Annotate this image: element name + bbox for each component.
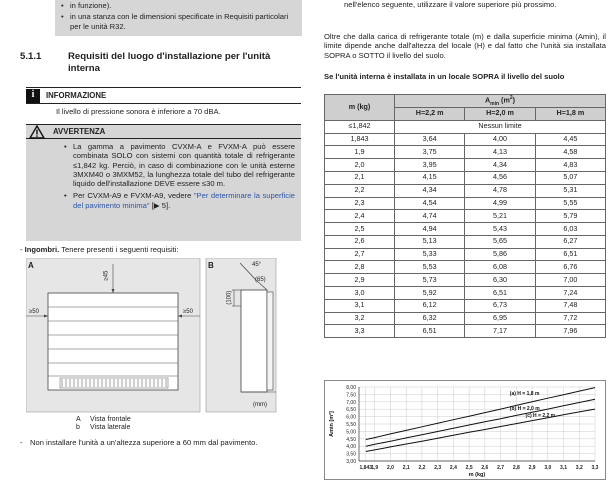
table-cell: 6,30 xyxy=(465,274,535,287)
table-cell: 6,73 xyxy=(465,299,535,312)
table-cell: 5,21 xyxy=(465,210,535,223)
figure-label-b: B xyxy=(208,261,214,270)
table-cell: 5,65 xyxy=(465,235,535,248)
table-cell: 6,12 xyxy=(395,299,465,312)
table-cell: 6,51 xyxy=(465,287,535,300)
table-row xyxy=(325,159,606,172)
table-cell: 4,56 xyxy=(465,171,535,184)
table-row xyxy=(325,261,606,274)
top-box-line1: • in funzione). xyxy=(61,1,112,10)
y-tick-label: 6,00 xyxy=(346,414,356,421)
bottom-note: - Non installare l'unità a un'altezza superiore a 60 mm dal pavimento. xyxy=(20,438,258,447)
table-cell: 4,34 xyxy=(395,184,465,197)
table-row xyxy=(325,184,606,197)
table-cell: 2,0 xyxy=(325,159,395,172)
dim-top: ≥45 xyxy=(103,270,110,281)
table-cell: 5,55 xyxy=(535,197,605,210)
x-tick-label: 2,9 xyxy=(528,465,536,471)
warning-heading: AVVERTENZA xyxy=(53,126,106,136)
y-tick-label: 5,50 xyxy=(346,422,356,428)
dim-unit: (mm) xyxy=(253,402,267,408)
warning-box xyxy=(26,124,301,241)
table-cell: 4,13 xyxy=(465,146,535,159)
right-top-text: nell'elenco seguente, utilizzare il valore superiore più prossimo. xyxy=(344,0,557,9)
top-box-line2: • in una stanza con le dimensioni specificate in Requisiti particolari per le unità R32. xyxy=(61,12,289,31)
table-cell: 2,4 xyxy=(325,210,395,223)
table-cell: 5,33 xyxy=(395,248,465,261)
table-cell: 5,73 xyxy=(395,274,465,287)
section-number: 5.1.1 xyxy=(20,51,42,62)
table-cell: 5,43 xyxy=(465,223,535,236)
y-tick-label: 8,00 xyxy=(346,385,356,391)
y-tick-label: 6,50 xyxy=(346,407,356,414)
y-tick-label: 4,00 xyxy=(346,444,356,451)
x-tick-label: 1,843 xyxy=(359,465,373,471)
dim-left: ≥50 xyxy=(29,309,39,315)
installation-figure xyxy=(26,258,301,413)
table-cell: 2,2 xyxy=(325,184,395,197)
table-row xyxy=(325,133,606,146)
figure-caption xyxy=(76,416,131,432)
table-cell: 6,32 xyxy=(395,312,465,325)
table-cell: 4,83 xyxy=(535,159,605,172)
y-tick-label: 7,00 xyxy=(346,399,356,406)
right-paragraph: Oltre che dalla carica di refrigerante totale (m) e dalla superficie minima (Amin), il limite dipende anche dall'altezza del locale (H) e dal fatto che l'unità sia installata SOPRA o SOTTO il livello del suolo. xyxy=(324,32,606,60)
dim-100: (100) xyxy=(226,290,233,305)
table-cell: 3,2 xyxy=(325,312,395,325)
table-row xyxy=(325,120,606,133)
table-cell: 2,5 xyxy=(325,223,395,236)
caption-a: A Vista frontale xyxy=(76,416,131,423)
series-label: (b) H = 2,0 m xyxy=(509,406,540,413)
y-tick-label: 4,50 xyxy=(346,436,356,443)
x-tick-label: 2,4 xyxy=(449,465,457,471)
x-tick-label: 2,8 xyxy=(512,465,520,471)
amin-table xyxy=(324,94,606,338)
info-note xyxy=(26,87,301,116)
th-h18: H=1,8 m xyxy=(535,107,605,120)
table-row xyxy=(325,197,606,210)
table-cell: 5,86 xyxy=(465,248,535,261)
section-heading xyxy=(20,51,300,74)
series-label: (c) H = 2,2 m xyxy=(525,412,556,419)
table-cell: 3,0 xyxy=(325,287,395,300)
table-cell: 1,9 xyxy=(325,146,395,159)
table-row xyxy=(325,274,606,287)
table-cell: 7,72 xyxy=(535,312,605,325)
table-cell: 2,7 xyxy=(325,248,395,261)
table-cell: 5,31 xyxy=(535,184,605,197)
table-row xyxy=(325,171,606,184)
table-cell: 2,6 xyxy=(325,235,395,248)
series-label: (a) H = 1,8 m xyxy=(509,391,540,398)
table-cell: 4,99 xyxy=(465,197,535,210)
table-cell: 3,75 xyxy=(395,146,465,159)
table-row xyxy=(325,223,606,236)
table-cell: 4,74 xyxy=(395,210,465,223)
series-line xyxy=(366,388,595,440)
table-cell: 7,00 xyxy=(535,274,605,287)
y-tick-label: 3,50 xyxy=(346,451,356,458)
table-cell: 4,94 xyxy=(395,223,465,236)
x-tick-label: 2,7 xyxy=(497,465,505,471)
series-line xyxy=(366,399,595,446)
amin-chart xyxy=(324,380,606,480)
table-cell: 6,51 xyxy=(535,248,605,261)
x-tick-label: 2,2 xyxy=(418,465,426,471)
chart-svg xyxy=(325,381,605,479)
table-title: Se l'unità interna è installata in un locale SOPRA il livello del suolo xyxy=(324,72,565,81)
table-row xyxy=(325,146,606,159)
x-tick-label: 2,1 xyxy=(402,465,410,471)
table-cell: 3,64 xyxy=(395,133,465,146)
table-cell: 7,48 xyxy=(535,299,605,312)
x-tick-label: 3,2 xyxy=(575,465,583,471)
y-tick-label: 3,00 xyxy=(346,459,356,465)
min-floor-area-link[interactable]: "Per determinare la superficie del pavimento minima" xyxy=(73,191,295,210)
dim-right: ≥50 xyxy=(183,309,193,315)
table-cell: 4,15 xyxy=(395,171,465,184)
table-row xyxy=(325,210,606,223)
x-tick-label: 3,3 xyxy=(591,465,599,471)
top-grey-box xyxy=(55,0,302,36)
table-cell: 5,07 xyxy=(535,171,605,184)
table-cell: 2,8 xyxy=(325,261,395,274)
table-cell: 5,79 xyxy=(535,210,605,223)
table-cell: 6,76 xyxy=(535,261,605,274)
table-cell: 2,1 xyxy=(325,171,395,184)
table-row xyxy=(325,248,606,261)
table-cell: Nessun limite xyxy=(395,120,606,133)
table-row xyxy=(325,312,606,325)
th-m: m (kg) xyxy=(325,95,395,121)
figure-label-a: A xyxy=(28,261,34,270)
info-text: Il livello di pressione sonora è inferiore a 70 dBA. xyxy=(56,107,221,116)
table-row xyxy=(325,325,606,338)
dim-65: (65) xyxy=(255,277,266,283)
x-tick-label: 2,6 xyxy=(481,465,489,471)
table-row xyxy=(325,287,606,300)
table-cell: 4,78 xyxy=(465,184,535,197)
y-tick-label: 5,00 xyxy=(346,429,356,436)
table-cell: 2,3 xyxy=(325,197,395,210)
ingombri-line: - Ingombri. Tenere presenti i seguenti requisiti: xyxy=(20,245,179,254)
caption-b: b Vista laterale xyxy=(76,424,131,432)
table-cell: 3,1 xyxy=(325,299,395,312)
x-tick-label: 2,0 xyxy=(386,465,394,471)
y-axis-label: Amin [m²] xyxy=(329,411,335,437)
th-h20: H=2,0 m xyxy=(465,107,535,120)
table-cell: 7,96 xyxy=(535,325,605,338)
table-cell: 6,08 xyxy=(465,261,535,274)
x-tick-label: 2,5 xyxy=(465,465,473,471)
info-icon: i xyxy=(26,89,40,103)
x-tick-label: 3,1 xyxy=(560,465,568,471)
x-tick-label: 1,9 xyxy=(371,465,379,471)
table-cell: 6,03 xyxy=(535,223,605,236)
dim-angle: 45° xyxy=(252,262,262,268)
table-cell: 4,34 xyxy=(465,159,535,172)
series-line xyxy=(366,409,595,451)
th-amin: $A_{min}$ $(m^2)$ xyxy=(395,95,606,108)
info-heading: INFORMAZIONE xyxy=(46,90,107,100)
table-row xyxy=(325,235,606,248)
table-cell: 7,24 xyxy=(535,287,605,300)
y-tick-label: 7,50 xyxy=(346,392,356,399)
table-cell: 6,95 xyxy=(465,312,535,325)
table-cell: 4,45 xyxy=(535,133,605,146)
table-cell: 5,13 xyxy=(395,235,465,248)
th-h22: H=2,2 m xyxy=(395,107,465,120)
table-cell: 6,27 xyxy=(535,235,605,248)
table-cell: 4,54 xyxy=(395,197,465,210)
table-cell: 7,17 xyxy=(465,325,535,338)
section-title: Requisiti del luogo d'installazione per l'unità interna xyxy=(68,51,271,74)
table-cell: 5,53 xyxy=(395,261,465,274)
x-tick-label: 2,3 xyxy=(434,465,442,471)
x-tick-label: 3,0 xyxy=(544,465,552,471)
x-axis-label: m (kg) xyxy=(468,472,486,478)
table-row xyxy=(325,299,606,312)
table-cell: 3,95 xyxy=(395,159,465,172)
table-cell: 4,58 xyxy=(535,146,605,159)
warning-bullet-1: • La gamma a pavimento CVXM-A e FVXM-A può essere combinata SOLO con sistemi con quantità totale di refrigerante ≤1,842 kg. Perciò, in caso di combinazione con le unità esterne 3MXM40 o 3MXM52, la lunghezza totale del tubo del refrigerante liquido dell'installazione DEVE essere ≤30 m. xyxy=(64,142,295,188)
table-cell: ≤1,842 xyxy=(325,120,395,133)
table-cell: 1,843 xyxy=(325,133,395,146)
table-cell: 3,3 xyxy=(325,325,395,338)
warning-bullet-2: • Per CVXM-A9 e FVXM-A9, vedere "Per determinare la superficie del pavimento minima" [▶ 5]. xyxy=(64,191,295,210)
table-cell: 4,00 xyxy=(465,133,535,146)
warning-icon xyxy=(29,125,45,139)
table-cell: 2,9 xyxy=(325,274,395,287)
table-cell: 5,92 xyxy=(395,287,465,300)
table-cell: 6,51 xyxy=(395,325,465,338)
